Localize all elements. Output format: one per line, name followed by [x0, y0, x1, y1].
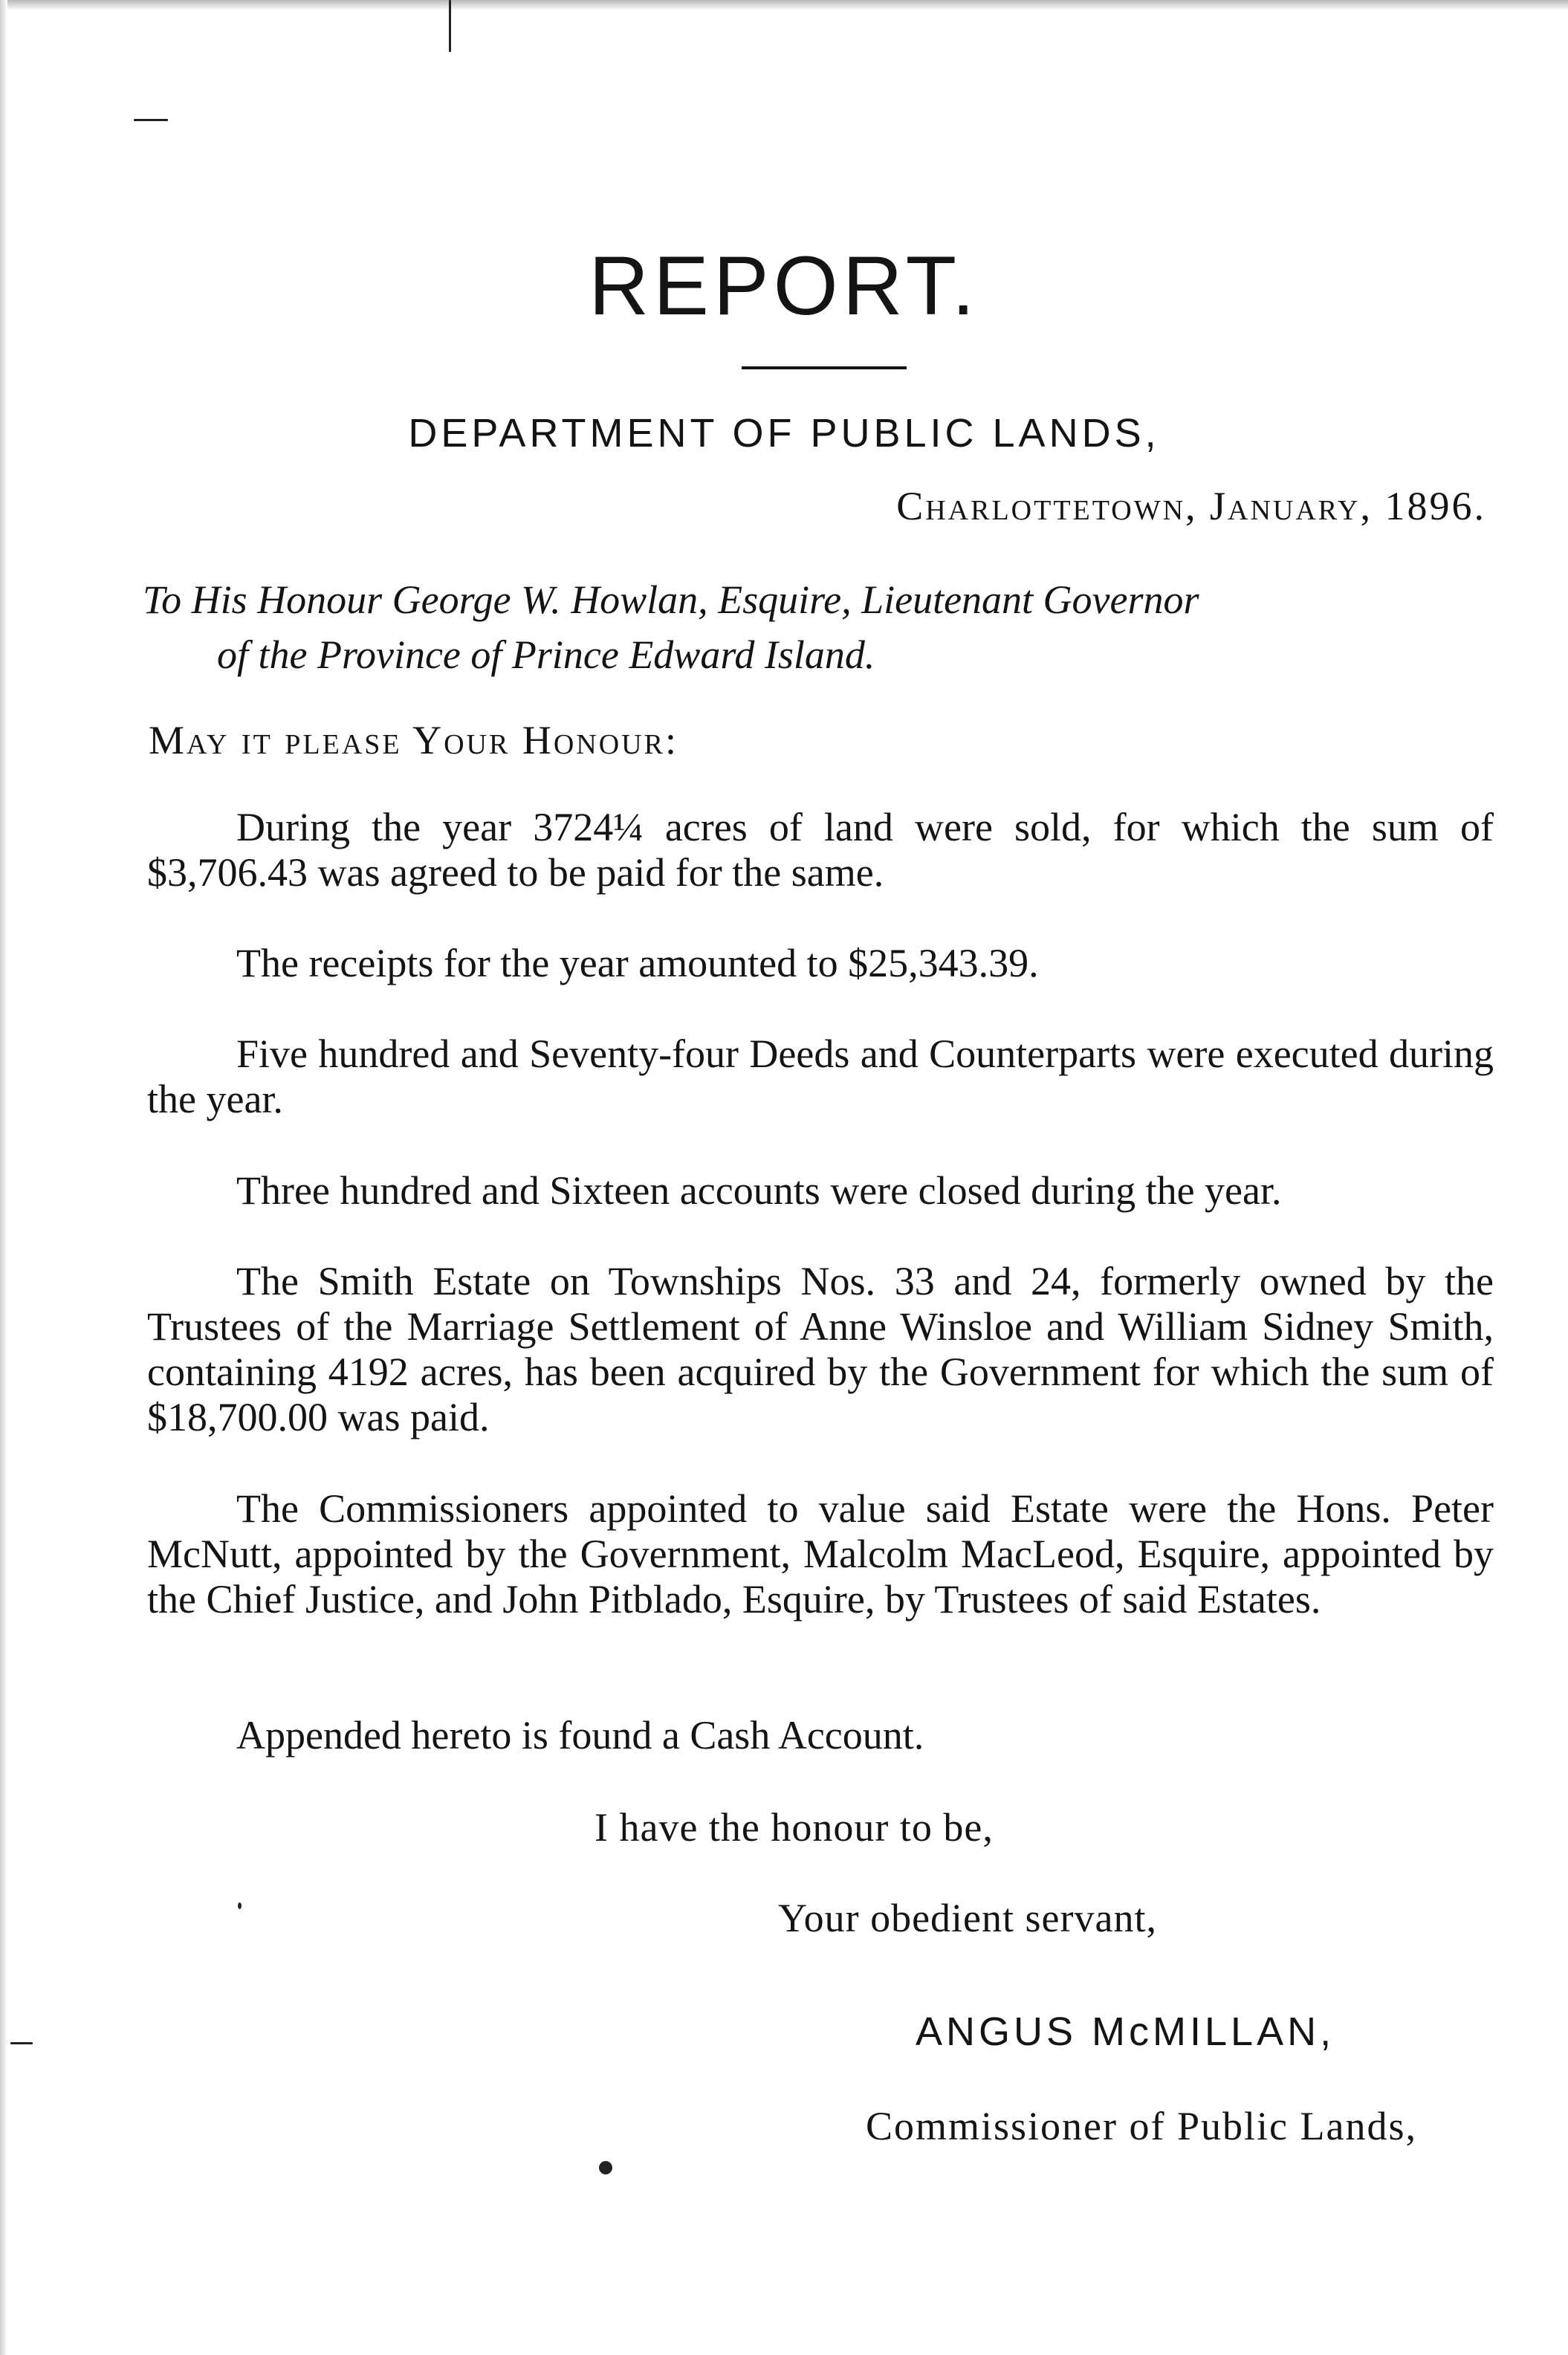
closing-line-1: I have the honour to be,: [595, 1805, 994, 1850]
paragraph-land-sold: During the year 3724¼ acres of land were sold, for which the sum of $3,706.43 was agreed to be paid for the same.: [147, 805, 1494, 895]
paragraph-deeds: Five hundred and Seventy-four Deeds and Counterparts were executed during the year.: [147, 1031, 1494, 1121]
margin-mark: [449, 0, 451, 52]
paragraph-cash-account: Appended hereto is found a Cash Account.: [236, 1713, 924, 1758]
margin-mark: [134, 119, 168, 121]
signature-title: Commissioner of Public Lands,: [866, 2104, 1417, 2148]
paragraph-accounts: Three hundred and Sixteen accounts were closed during the year.: [236, 1168, 1282, 1213]
title-divider: [742, 366, 907, 369]
department-heading: DEPARTMENT OF PUBLIC LANDS,: [408, 411, 1160, 456]
address-block: [143, 572, 1494, 682]
paragraph-receipts: The receipts for the year amounted to $25,343.39.: [236, 941, 1039, 985]
ink-speck: [238, 1902, 242, 1909]
scan-edge-top: [0, 0, 1568, 10]
closing-line-2: Your obedient servant,: [778, 1896, 1157, 1940]
dateline: Charlottetown, January, 1896.: [896, 484, 1486, 528]
signature-name: ANGUS McMILLAN,: [916, 2009, 1335, 2054]
ink-speck: [599, 2161, 612, 2174]
salutation: May it please Your Honour:: [149, 718, 678, 762]
margin-mark: [10, 2042, 33, 2044]
address-line-1: To His Honour George W. Howlan, Esquire, Lieutenant Governor: [143, 577, 1199, 622]
address-line-2: of the Province of Prince Edward Island.: [217, 632, 875, 677]
report-title: REPORT.: [589, 239, 979, 332]
scan-edge-left: [0, 0, 7, 2355]
paragraph-smith-estate: The Smith Estate on Townships Nos. 33 and 24, formerly owned by the Trustees of the Marriage Settlement of Anne Winsloe and William Sidney Smith, containing 4192 acres, has been acquired by the Government for which the sum of $18,700.00 was paid.: [147, 1259, 1494, 1439]
paragraph-commissioners: The Commissioners appointed to value said Estate were the Hons. Peter McNutt, appointed by the Government, Malcolm MacLeod, Esquire, appointed by the Chief Justice, and John Pitblado, Esquire, by Trustees of said Estates.: [147, 1486, 1494, 1622]
